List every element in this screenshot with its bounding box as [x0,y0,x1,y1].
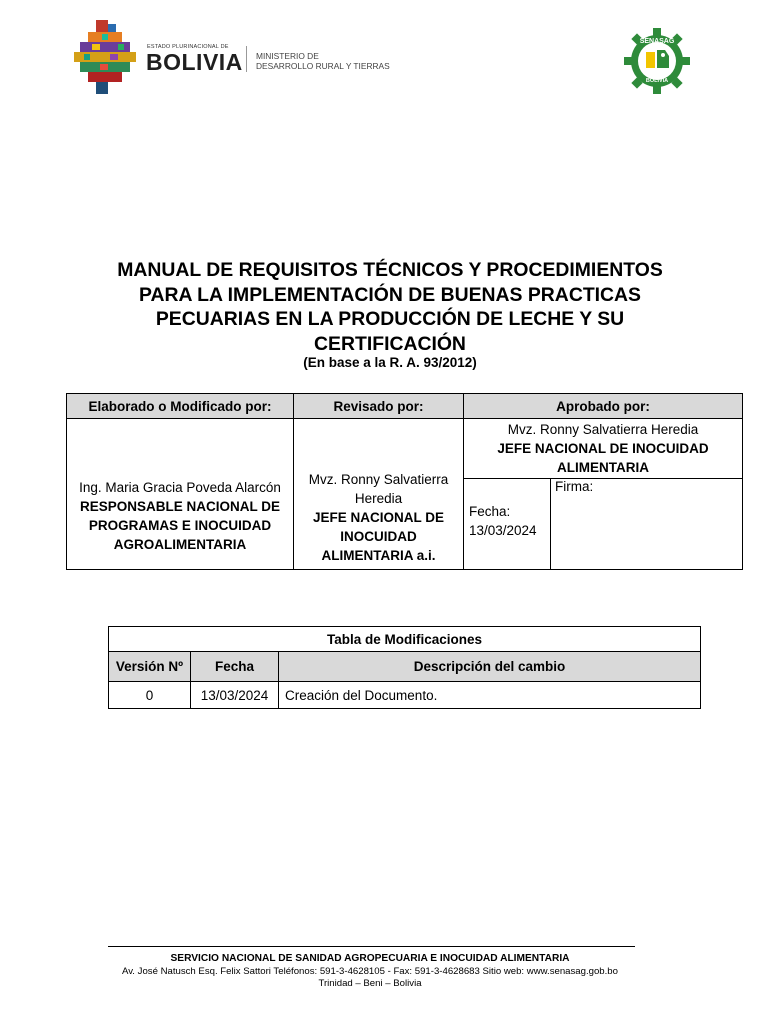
modifications-table-title: Tabla de Modificaciones [108,626,701,652]
row-version: 0 [108,681,191,709]
approved-by-cell [463,418,743,479]
signature-label: Firma: [555,479,594,494]
ministry-line-2: DESARROLLO RURAL Y TIERRAS [256,61,390,71]
header-approved-by: Aprobado por: [463,393,743,419]
footer-city: Trinidad – Beni – Bolivia [318,978,422,989]
approved-by-name: Mvz. Ronny Salvatierra Heredia [507,422,699,437]
prepared-by-role: RESPONSABLE NACIONAL DE PROGRAMAS E INOCUIDAD AGROALIMENTARIA [79,499,281,552]
modifications-table [108,626,701,709]
footer-address: Av. José Natusch Esq. Felix Sattori Teléfonos: 591-3-4628105 - Fax: 591-3-4628683 Sitio web: www.senasag.gob.bo [122,966,618,977]
date-cell [463,478,551,570]
footer-organization: SERVICIO NACIONAL DE SANIDAD AGROPECUARIA E INOCUIDAD ALIMENTARIA [170,953,570,964]
header-reviewed-by: Revisado por: [293,393,464,419]
ministry-label [256,51,390,71]
row-date: 13/03/2024 [190,681,279,709]
header-date: Fecha [190,651,279,682]
prepared-by-cell [66,418,294,570]
date-label: Fecha: [469,504,511,519]
bolivia-state-label: ESTADO PLURINACIONAL DE [147,44,229,50]
bolivia-wordmark: BOLIVIA [146,49,243,75]
document-subtitle: (En base a la R. A. 93/2012) [303,355,477,370]
senasag-logo [624,28,690,94]
prepared-by-name: Ing. Maria Gracia Poveda Alarcón [79,480,281,495]
document-title: MANUAL DE REQUISITOS TÉCNICOS Y PROCEDIMIENTOS PARA LA IMPLEMENTACIÓN DE BUENAS PRACTICAS PECUARIAS EN LA PRODUCCIÓN DE LECHE Y SU CERTIFICACIÓN [117,259,663,355]
bolivia-chakana-logo [72,20,138,94]
date-value: 13/03/2024 [469,523,537,538]
approval-table [66,393,743,570]
header-divider [246,46,247,72]
approved-by-role: JEFE NACIONAL DE INOCUIDAD ALIMENTARIA [497,441,709,475]
reviewed-by-cell [293,418,464,570]
signature-cell [550,478,743,570]
header-prepared-by: Elaborado o Modificado por: [66,393,294,419]
ministry-line-1: MINISTERIO DE [256,51,319,61]
reviewed-by-name: Mvz. Ronny Salvatierra Heredia [308,471,449,506]
senasag-logo-bottom-text: BOLIVIA [645,78,669,84]
header-description: Descripción del cambio [278,651,701,682]
reviewed-by-role: JEFE NACIONAL DE INOCUIDAD ALIMENTARIA a.i. [312,509,445,563]
header-version: Versión Nº [108,651,191,682]
senasag-logo-top-text: SENASAG [639,38,675,45]
row-description: Creación del Documento. [278,681,701,709]
footer-rule [108,946,635,947]
